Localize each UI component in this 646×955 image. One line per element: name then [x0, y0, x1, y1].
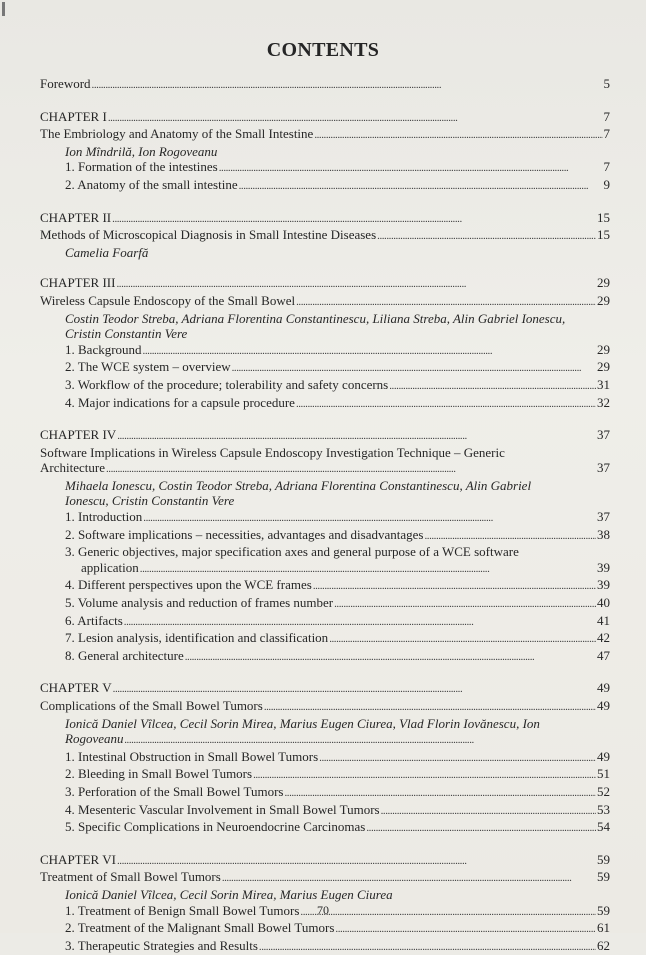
chapter-heading: CHAPTER III . . . 29 — [40, 275, 610, 293]
toc-item-cont: application . . . 39 — [40, 560, 610, 578]
chapter-heading: CHAPTER V . . . 49 — [40, 680, 610, 698]
chapter-title: Complications of the Small Bowel Tumors . . . 49 — [40, 698, 610, 716]
chapter-title: Methods of Microscopical Diagnosis in Small Intestine Diseases . . . 15 — [40, 227, 610, 245]
page-title: CONTENTS — [266, 39, 380, 61]
toc-item: 5. Specific Complications in Neuroendocrine Carcinomas . . . 54 — [40, 819, 610, 837]
toc-item: 3. Generic objectives, major specification axes and general purpose of a WCE software — [65, 544, 519, 560]
chapter-title: Wireless Capsule Endoscopy of the Small Bowel . . . 29 — [40, 293, 610, 311]
toc-item: 6. Artifacts . . . 41 — [40, 613, 610, 631]
chapter-title: Software Implications in Wireless Capsule Endoscopy Investigation Technique – Generic — [40, 444, 505, 460]
toc-item: 1. Background . . . 29 — [40, 342, 610, 360]
chapter-authors: Mihaela Ionescu, Costin Teodor Streba, Adriana Florentina Constantinescu, Alin Gabriel — [65, 477, 532, 493]
toc-item: 4. Major indications for a capsule procedure . . . 32 — [40, 395, 610, 413]
chapter-authors: Ionică Daniel Vîlcea, Cecil Sorin Mirea, Marius Eugen Ciurea, Vlad Florin Iovănescu, Ion — [65, 715, 540, 731]
chapter-heading: CHAPTER VI . . . 59 — [40, 852, 610, 870]
page-number: 70 — [317, 903, 329, 917]
toc-item: 3. Therapeutic Strategies and Results . . . 62 — [40, 938, 610, 955]
chapter-authors: Camelia Foarfă — [65, 244, 149, 260]
chapter-authors: Ion Mîndrilă, Ion Rogoveanu — [65, 143, 218, 159]
toc-item: 1. Introduction . . . 37 — [40, 509, 610, 527]
toc-item: 2. Anatomy of the small intestine . . . 9 — [40, 177, 610, 195]
toc-item: 1. Treatment of Benign Small Bowel Tumors . . . 59 — [40, 903, 610, 921]
page-edge-mark — [2, 2, 5, 16]
chapter-heading: CHAPTER IV . . . 37 — [40, 427, 610, 445]
toc-item: 2. Bleeding in Small Bowel Tumors . . . 51 — [40, 766, 610, 784]
toc-item: 1. Formation of the intestines . . . 7 — [40, 159, 610, 177]
toc-item: 2. The WCE system – overview . . . 29 — [40, 359, 610, 377]
chapter-title: The Embriology and Anatomy of the Small Intestine . . . 7 — [40, 126, 610, 144]
toc-item: 8. General architecture . . . 47 — [40, 648, 610, 666]
toc-item: 1. Intestinal Obstruction in Small Bowel Tumors . . . 49 — [40, 749, 610, 767]
toc-item: 4. Mesenteric Vascular Involvement in Small Bowel Tumors . . . 53 — [40, 802, 610, 820]
chapter-authors: Ionescu, Cristin Constantin Vere — [65, 493, 235, 509]
chapter-authors: Costin Teodor Streba, Adriana Florentina Constantinescu, Liliana Streba, Alin Gabriel Ionescu, — [65, 310, 566, 326]
chapter-authors: Rogoveanu . . . — [40, 731, 610, 749]
chapter-heading: CHAPTER II . . . 15 — [40, 210, 610, 228]
toc-item: 2. Software implications – necessities, advantages and disadvantages . . . 38 — [40, 527, 610, 545]
toc-item: 5. Volume analysis and reduction of frames number . . . 40 — [40, 595, 610, 613]
chapter-authors: Cristin Constantin Vere — [65, 326, 188, 342]
chapter-title: Treatment of Small Bowel Tumors . . . 59 — [40, 869, 610, 887]
table-of-contents — [40, 76, 610, 955]
chapter-authors: Ionică Daniel Vîlcea, Cecil Sorin Mirea, Marius Eugen Ciurea — [65, 886, 393, 902]
chapter-title-cont: Architecture . . . 37 — [40, 460, 610, 478]
toc-item: 3. Workflow of the procedure; tolerability and safety concerns . . . 31 — [40, 377, 610, 395]
toc-item: 3. Perforation of the Small Bowel Tumors . . . 52 — [40, 784, 610, 802]
toc-item: 2. Treatment of the Malignant Small Bowel Tumors . . . 61 — [40, 920, 610, 938]
toc-item: 7. Lesion analysis, identification and classification . . . 42 — [40, 630, 610, 648]
chapter-heading: CHAPTER I . . . 7 — [40, 109, 610, 127]
toc-entry-foreword: Foreword . . . 5 — [40, 76, 610, 94]
toc-item: 4. Different perspectives upon the WCE frames . . . 39 — [40, 577, 610, 595]
